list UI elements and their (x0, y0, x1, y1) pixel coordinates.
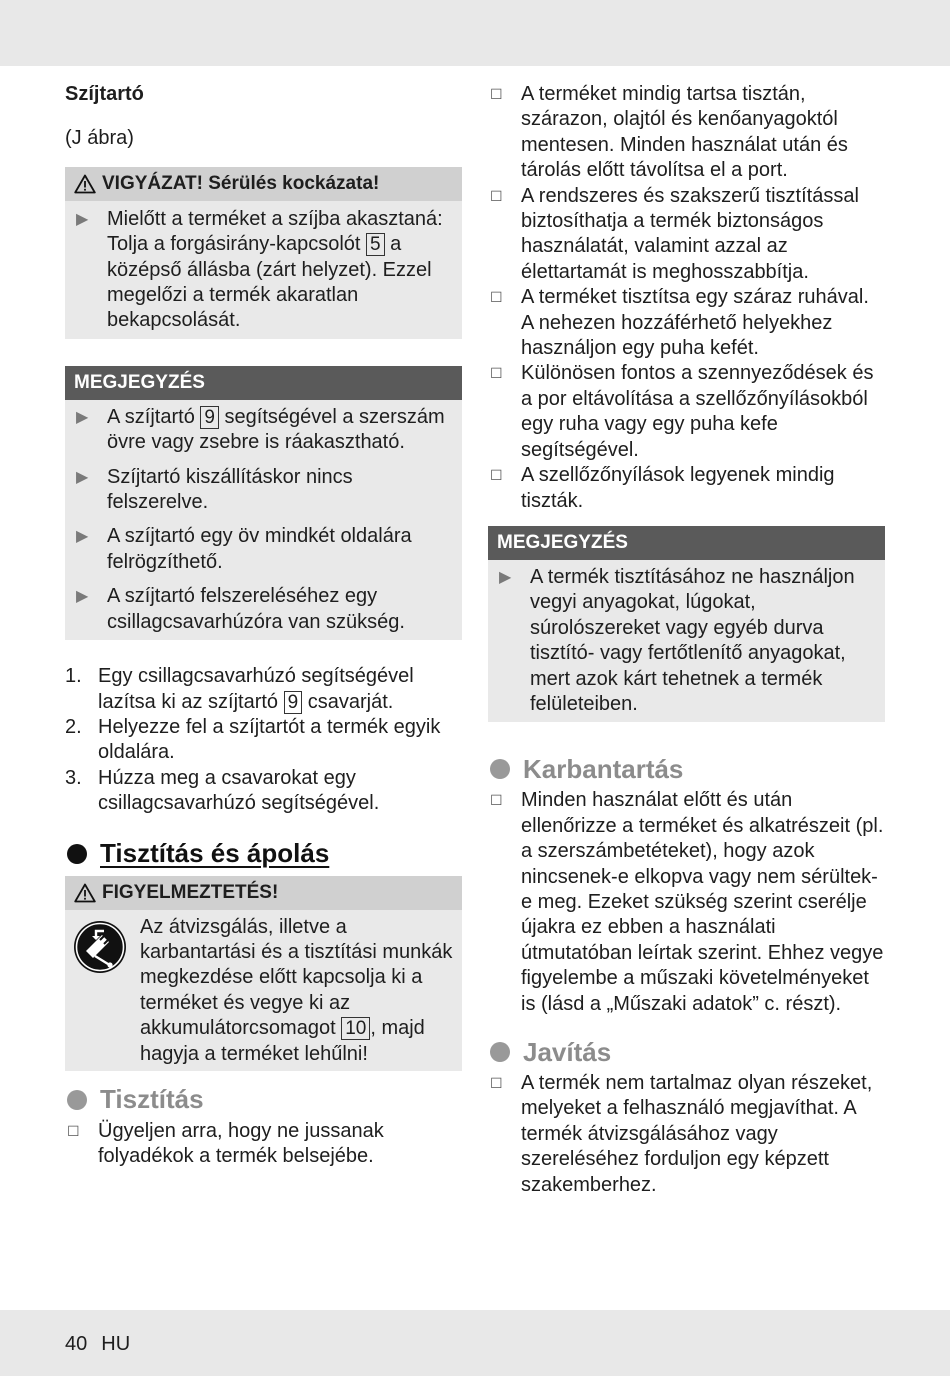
care-item-1: ☐ A terméket mindig tartsa tisztán, szárazon, olajtól és kenőanyagoktól mentesen. Minden használat után és tárolás előtt távolítsa el a port. (488, 82, 885, 184)
arrow-bullet-icon: ▶ (76, 408, 89, 426)
footer (65, 1333, 144, 1356)
part-ref-10: 10 (341, 1017, 370, 1040)
note-item-4: ▶ A szíjtartó felszereléséhez egy csillagcsavarhúzóra van szükség. (65, 584, 462, 635)
caution-heading-text: VIGYÁZAT! Sérülés kockázata! (102, 172, 380, 194)
note-box-right (488, 526, 885, 722)
part-ref-5: 5 (366, 233, 385, 256)
warning-triangle-icon (74, 883, 96, 903)
step-1: 1. Egy csillagcsavarhúzó segítségével lazítsa ki az szíjtartó 9 csavarját. (65, 665, 414, 713)
checkbox-bullet-icon: ☐ (490, 365, 503, 382)
bullet-dot-icon (67, 844, 87, 864)
step-3: 3. Húzza meg a csavarokat egy csillagcsavarhúzó segítségével. (65, 766, 380, 815)
warning-text-1: Az átvizsgálás, illetve a karbantartási és a tisztítási munkák megkezdése előtt kapcsolja ki a terméket és vegye ki az akkumulátorcsomagot (140, 915, 453, 1040)
checkbox-bullet-icon: ☐ (490, 467, 503, 484)
cleaning-heading (65, 837, 462, 871)
warning-box (65, 876, 462, 1071)
note-heading: MEGJEGYZÉS (65, 366, 462, 400)
note-heading-right: MEGJEGYZÉS (488, 526, 885, 560)
note-item-3: ▶ A szíjtartó egy öv mindkét oldalára felrögzíthető. (65, 524, 462, 575)
caution-box (65, 167, 462, 339)
cleaning-heading-text: Tisztítás és ápolás (100, 838, 330, 869)
caution-item (65, 201, 462, 334)
caution-text-1: Mielőtt a terméket a szíjba akasztaná: Tolja a forgásirány-kapcsolót (107, 207, 443, 256)
checkbox-bullet-icon: ☐ (490, 187, 503, 204)
checkbox-bullet-icon: ☐ (490, 289, 503, 306)
maintenance-heading: Karbantartás (488, 752, 885, 786)
part-ref-9: 9 (200, 406, 219, 429)
warning-heading (65, 876, 462, 910)
caution-heading (65, 167, 462, 201)
note-item-2: ▶ Szíjtartó kiszállításkor nincs felszerelve. (65, 465, 462, 516)
checkbox-bullet-icon: ☐ (490, 792, 503, 809)
arrow-bullet-icon: ▶ (76, 588, 89, 606)
checkbox-bullet-icon: ☐ (490, 86, 503, 102)
note-item-1: ▶ A szíjtartó 9 segítségével a szerszám övre vagy zsebre is ráakasztható. (65, 400, 462, 456)
arrow-bullet-icon: ▶ (76, 468, 89, 486)
repair-item: ☐ A termék nem tartalmaz olyan részeket, melyeket a felhasználó megjavíthat. A termék átvizsgálásához vagy szereléséhez forduljon egy képzett szakemberhez. (488, 1071, 885, 1198)
note-box (65, 366, 462, 640)
care-list (488, 82, 885, 514)
care-item-3: ☐ A terméket tisztítsa egy száraz ruhával. A nehezen hozzáférhető helyekhez használjon egy puha kefét. (488, 285, 885, 361)
checkbox-bullet-icon: ☐ (67, 1122, 80, 1139)
step-2: 2. Helyezze fel a szíjtartót a termék egyik oldalára. (65, 715, 441, 764)
caution-text-2: a középső állásba (zárt helyzet). Ezzel megelőzi a termék akaratlan bekapcsolását. (107, 233, 432, 332)
cleaning-subheading: Tisztítás (65, 1083, 462, 1117)
warning-heading-text: FIGYELMEZTETÉS! (102, 881, 279, 903)
section-title: Szíjtartó (65, 83, 144, 105)
arrow-bullet-icon: ▶ (76, 210, 89, 228)
left-column (65, 82, 462, 1170)
bullet-dot-icon (67, 1090, 87, 1110)
part-ref-9: 9 (284, 691, 303, 714)
page-number: 40 (65, 1333, 88, 1355)
language-code: HU (101, 1333, 131, 1355)
repair-heading: Javítás (488, 1035, 885, 1069)
bullet-dot-icon (490, 759, 510, 779)
checkbox-bullet-icon: ☐ (490, 1075, 503, 1091)
cleaning-item: ☐ Ügyeljen arra, hogy ne jussanak folyadékok a termék belsejébe. (65, 1119, 462, 1170)
right-column (488, 82, 885, 1198)
care-item-2: ☐ A rendszeres és szakszerű tisztítással biztosíthatja a termék biztonságos használatát, valamint azzal az élettartamát is meghosszabbítja. (488, 184, 885, 286)
steps-list (65, 664, 462, 816)
bullet-dot-icon (490, 1042, 510, 1062)
warning-text-2: , majd hagyja a terméket lehűlni! (140, 1017, 425, 1065)
arrow-bullet-icon: ▶ (76, 528, 89, 546)
care-item-5: ☐ A szellőzőnyílások legyenek mindig tiszták. (488, 463, 885, 514)
care-item-4: ☐ Különösen fontos a szennyeződések és a por eltávolítása a szellőzőnyílásokból egy ruha vagy egy puha kefe segítségével. (488, 361, 885, 463)
arrow-bullet-icon: ▶ (499, 568, 512, 586)
maintenance-item: ☐ Minden használat előtt és után ellenőrizze a terméket és alkatrészeit (pl. a szerszámbetéteket), hogy azok nincsenek-e elkopva vagy nem sérültek-e meg. Ezeket szükség szerint cserélje újakra ez ebben a használati útmutatóban leírtak szerint. Ehhez vegye figyelembe a műszaki követelményeket is (lásd a „Műszaki adatok” c. részt). (488, 788, 885, 1017)
warning-triangle-icon (74, 174, 96, 194)
figure-reference: (J ábra) (65, 127, 134, 150)
note-item-right: ▶ A termék tisztításához ne használjon vegyi anyagokat, lúgokat, súrolószereket vagy egyéb durva tisztító- vagy fertőtlenítő anyagokat, mert azok kárt tehetnek a termék felületeiben. (488, 560, 885, 717)
disconnect-plug-icon (73, 920, 127, 974)
top-bar (0, 0, 950, 66)
